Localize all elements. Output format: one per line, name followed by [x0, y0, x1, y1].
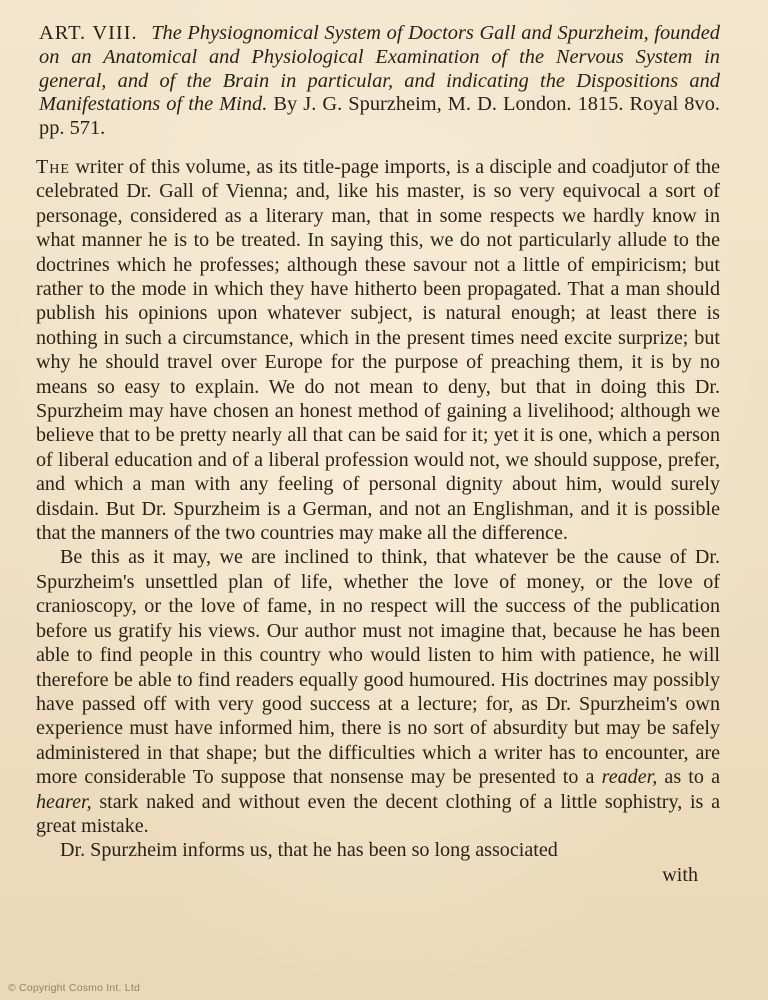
paragraph-2-text-b: as to a	[664, 766, 720, 789]
drop-cap-lead: The	[36, 155, 70, 178]
paragraph-1-text: writer of this volume, as its title-page imports, is a disciple and coadjutor of the celebrated Dr. Gall of Vienna; and, like his master, is so very equivocal a sort of personage, considered as a literary man, that in some respects we hardly know in what manner he is to be treated. In saying this, we do not particularly allude to the doctrines which he professes; although these savour not a little of empiricism; but rather to the mode in which they have hitherto been propagated. That a man should publish his opinions upon whatever subject, is natural enough; at least there is nothing in such a circumstance, which in the present times need excite surprize; but why he should travel over Europe for the purpose of preaching them, it is by no means so easy to explain. We do not mean to deny, but that in doing this Dr. Spurzheim may have chosen an honest method of gaining a livelihood; although we believe that to be pretty nearly all that can be said for it; yet it is one, which a person of liberal education and of a liberal profession would not, we should suppose, prefer, and which a man with any feeling of personal dignity about him, would surely disdain. But Dr. Spurzheim is a German, and not an Englishman, and it is possible that the manners of the two countries may make all the difference.	[36, 155, 720, 545]
article-body	[36, 155, 720, 887]
paragraph-3-text: Dr. Spurzheim informs us, that he has been so long associated	[60, 839, 558, 862]
paragraph-2	[36, 545, 720, 838]
paragraph-1	[36, 155, 720, 546]
paragraph-2-text-a: Be this as it may, we are inclined to think, that whatever be the cause of Dr. Spurzheim's unsettled plan of life, whether the love of money, or the love of cranioscopy, or the love of fame, in no respect will the success of the publication before us gratify his views. Our author must not imagine that, because he has been able to find people in this country who would listen to him with patience, he will therefore be able to find readers equally good humoured. His doctrines may possibly have passed off with very good success at a lecture; for, as Dr. Spurzheim's own experience must have informed him, there is no sort of absurdity but may be safely administered in that shape; but the difficulties which a writer has to encounter, are more considerable To suppose that nonsense may be presented to a	[36, 546, 720, 789]
article-title: The Physiognomical System of Doctors Gall and Spurzheim, founded on an Anatomical and Physiological Examination of the Nervous System in general, and of the Brain in particular, and indicating the Dispositions and Manifestations of the Mind.	[39, 22, 720, 116]
article-label: ART. VIII.	[39, 22, 138, 44]
paragraph-2-text-c: stark naked and without even the decent clothing of a little sophistry, is a great mistake.	[36, 790, 720, 837]
page-content	[36, 22, 720, 887]
emphasis-reader: reader,	[601, 766, 658, 789]
copyright-watermark: © Copyright Cosmo Int. Ltd	[8, 982, 140, 994]
article-heading	[36, 22, 720, 141]
catchword: with	[662, 863, 698, 886]
article-byline: By J. G. Spurzheim, M. D. London. 1815. Royal 8vo. pp. 571.	[39, 93, 720, 140]
emphasis-hearer: hearer,	[36, 790, 92, 813]
paragraph-3	[36, 838, 720, 862]
